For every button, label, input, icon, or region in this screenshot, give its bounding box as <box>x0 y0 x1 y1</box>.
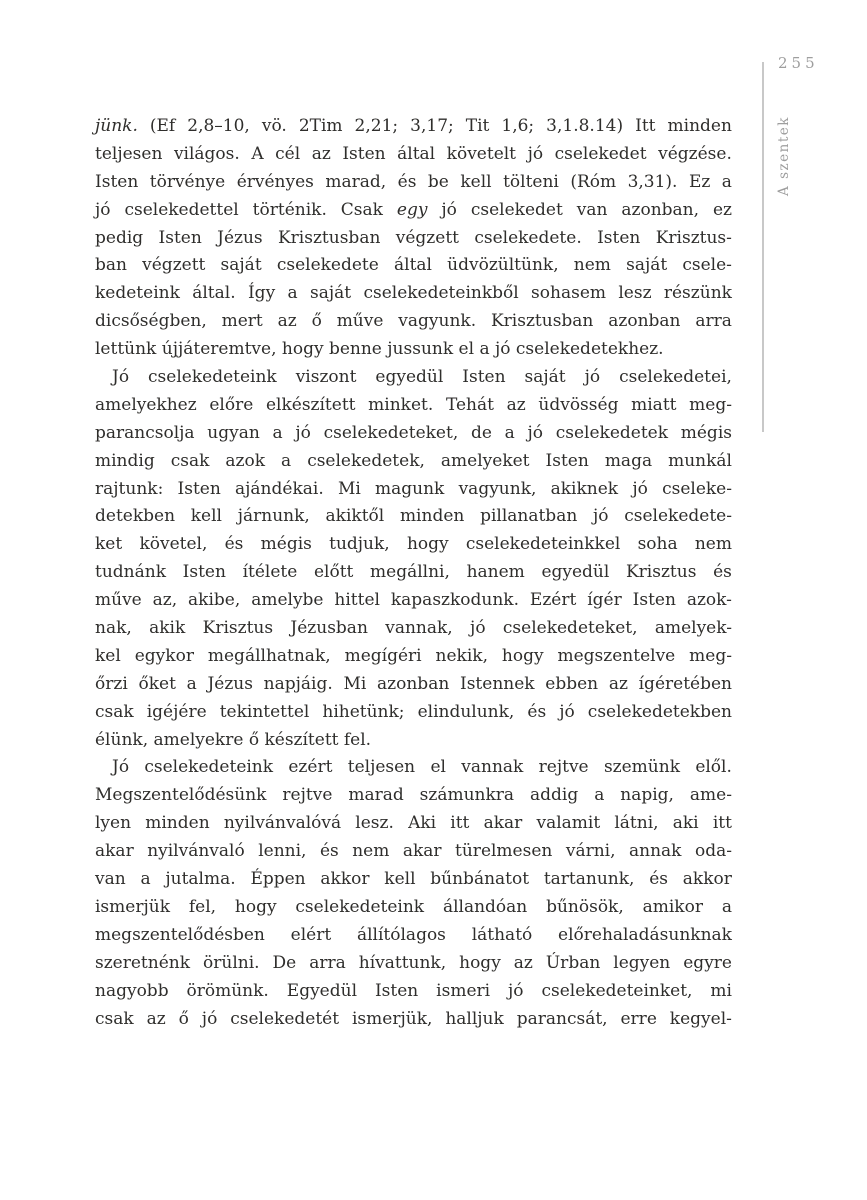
text-line: rajtunk: Isten ajándékai. Mi magunk vagyunk, akiknek jó cseleke- <box>95 478 732 499</box>
text-line: dicsőségben, mert az ő műve vagyunk. Krisztusban azonban arra <box>95 311 732 332</box>
text-line: csak igéjére tekintettel hihetünk; elindulunk, és jó cselekedetekben <box>95 701 732 722</box>
margin-section-label: A szentek <box>776 116 792 196</box>
text-line: parancsolja ugyan a jó cselekedeteket, de a jó cselekedetek mégis <box>95 422 732 443</box>
text-line: Jó cselekedeteink ezért teljesen el vannak rejtve szemünk elől. <box>112 757 732 778</box>
text-line: nak, akik Krisztus Jézusban vannak, jó cselekedeteket, amelyek- <box>95 618 732 639</box>
text-line: kel egykor megállhatnak, megígéri nekik, hogy megszentelve meg- <box>95 645 732 666</box>
text-line: kedeteink által. Így a saját cselekedeteinkből sohasem lesz részünk <box>95 283 732 304</box>
text-line: csak az ő jó cselekedetét ismerjük, halljuk parancsát, erre kegyel- <box>95 1008 732 1029</box>
text-line: akar nyilvánvaló lenni, és nem akar türelmesen várni, annak oda- <box>95 841 732 862</box>
text-line: van a jutalma. Éppen akkor kell bűnbánatot tartanunk, és akkor <box>95 869 732 890</box>
text-line: mindig csak azok a cselekedetek, amelyeket Isten maga munkál <box>95 450 732 471</box>
text-line: megszentelődésben elért állítólagos látható előrehaladásunknak <box>95 924 732 945</box>
body-text <box>95 113 732 1033</box>
text-line: ismerjük fel, hogy cselekedeteink állandóan bűnösök, amikor a <box>95 896 732 917</box>
text-line: lettünk újjáteremtve, hogy benne jussunk el a jó cselekedetekhez. <box>95 339 664 360</box>
text-line: tudnánk Isten ítélete előtt megállni, hanem egyedül Krisztus és <box>95 562 732 583</box>
margin-rule <box>762 62 764 432</box>
text-line: jünk. (Ef 2,8–10, vö. 2Tim 2,21; 3,17; Tit 1,6; 3,1.8.14) Itt minden <box>95 116 732 136</box>
text-line: Megszentelődésünk rejtve marad számunkra addig a napig, ame- <box>95 785 732 806</box>
text-line: nagyobb örömünk. Egyedül Isten ismeri jó cselekedeteinket, mi <box>95 980 732 1001</box>
page-number: 255 <box>778 54 819 72</box>
text-line: szeretnénk örülni. De arra hívattunk, hogy az Úrban legyen egyre <box>95 952 732 973</box>
text-line: őrzi őket a Jézus napjáig. Mi azonban Istennek ebben az ígéretében <box>95 673 732 694</box>
text-line: ket követel, és mégis tudjuk, hogy cselekedeteinkkel soha nem <box>95 534 732 555</box>
text-line: pedig Isten Jézus Krisztusban végzett cselekedete. Isten Krisztus- <box>95 227 732 248</box>
text-line: Isten törvénye érvényes marad, és be kell tölteni (Róm 3,31). Ez a <box>95 171 732 192</box>
text-line: műve az, akibe, amelybe hittel kapaszkodunk. Ezért ígér Isten azok- <box>95 590 732 611</box>
text-line: amelyekhez előre elkészített minket. Tehát az üdvösség miatt meg- <box>95 394 732 415</box>
text-line: ban végzett saját cselekedete által üdvözültünk, nem saját csele- <box>95 255 732 276</box>
text-line: lyen minden nyilvánvalóvá lesz. Aki itt akar valamit látni, aki itt <box>95 813 732 834</box>
text-line: Jó cselekedeteink viszont egyedül Isten saját jó cselekedetei, <box>112 367 732 388</box>
text-line: teljesen világos. A cél az Isten által követelt jó cselekedet végzése. <box>95 143 732 164</box>
text-line: élünk, amelyekre ő készített fel. <box>95 729 372 750</box>
text-line: jó cselekedettel történik. Csak egy jó cselekedet van azonban, ez <box>95 199 732 220</box>
text-line: detekben kell járnunk, akiktől minden pillanatban jó cselekedete- <box>95 506 732 527</box>
